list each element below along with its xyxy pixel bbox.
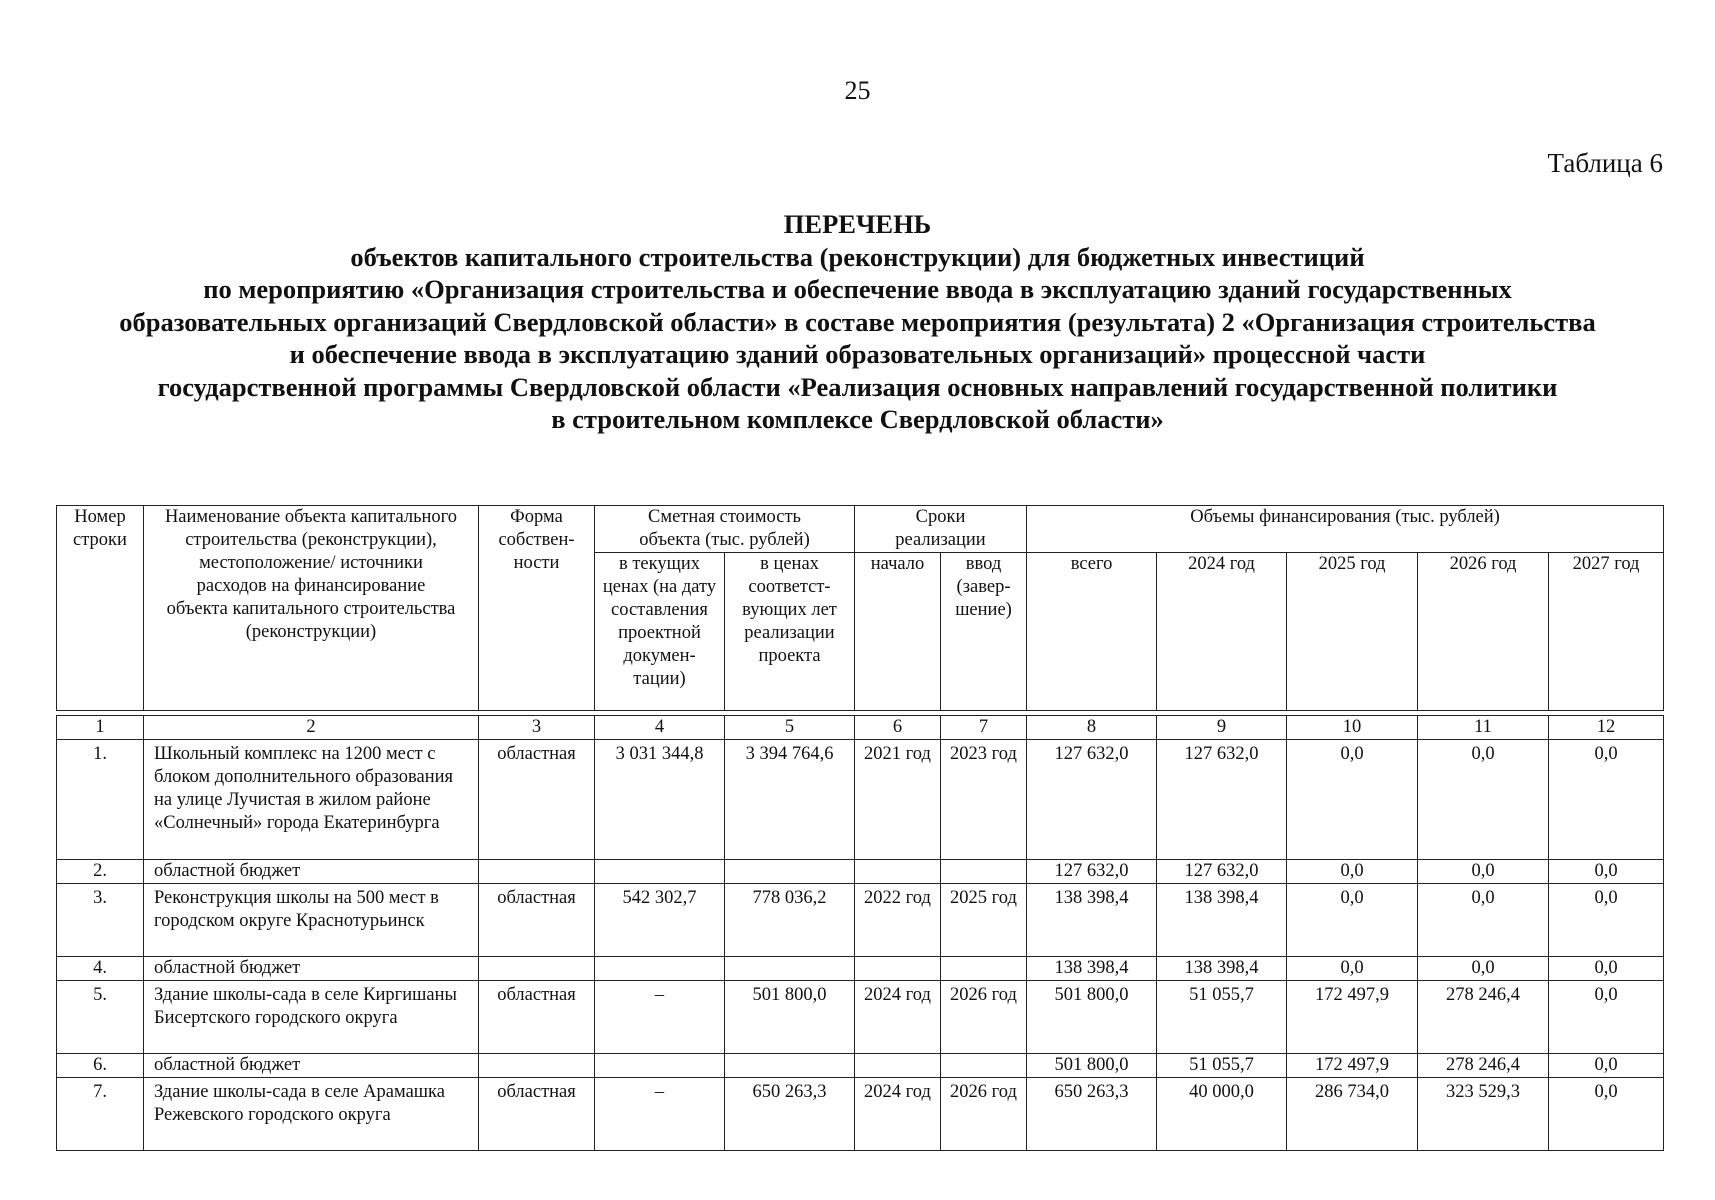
object-name: Реконструкция школы на 500 мест в городском округе Краснотурьинск — [144, 884, 479, 957]
header-cost-current: в текущих ценах (на дату составления проектной докумен-тации) — [595, 553, 725, 711]
end-year: 2023 год — [941, 740, 1027, 860]
header-2026: 2026 год — [1418, 553, 1549, 711]
end-year: 2026 год — [941, 1078, 1027, 1151]
end-year: 2026 год — [941, 981, 1027, 1054]
amount-2027: 0,0 — [1549, 884, 1664, 957]
cost-years — [725, 1054, 855, 1078]
cost-current: – — [595, 1078, 725, 1151]
header-estimated-cost: Сметная стоимость объекта (тыс. рублей) — [595, 506, 855, 553]
column-number: 6 — [855, 716, 941, 740]
title-line: государственной программы Свердловской области «Реализация основных направлений государственной политики — [157, 371, 1558, 402]
table-row — [57, 884, 1664, 957]
ownership: областная — [479, 1078, 595, 1151]
amount-2027: 0,0 — [1549, 1054, 1664, 1078]
column-number: 11 — [1418, 716, 1549, 740]
total: 138 398,4 — [1027, 957, 1157, 981]
object-name: Школьный комплекс на 1200 мест с блоком дополнительного образования на улице Лучистая в жилом районе «Солнечный» города Екатеринбурга — [144, 740, 479, 860]
amount-2027: 0,0 — [1549, 860, 1664, 884]
row-number: 3. — [57, 884, 144, 957]
header-object-name: Наименование объекта капитального строительства (реконструкции), местоположение/ источники расходов на финансирование объекта капитального строительства (реконструкции) — [144, 506, 479, 711]
ownership — [479, 957, 595, 981]
amount-2025: 172 497,9 — [1287, 981, 1418, 1054]
start-year: 2021 год — [855, 740, 941, 860]
table-row — [57, 981, 1664, 1054]
title-line: по мероприятию «Организация строительства и обеспечение ввода в эксплуатацию зданий государственных — [203, 274, 1512, 304]
table-header — [56, 505, 1664, 711]
amount-2026: 278 246,4 — [1418, 981, 1549, 1054]
amount-2024: 127 632,0 — [1157, 860, 1287, 884]
object-name: областной бюджет — [144, 957, 479, 981]
cost-current: 542 302,7 — [595, 884, 725, 957]
title-line: образовательных организаций Свердловской области» в составе мероприятия (результата) 2 «Организация строительства — [119, 306, 1596, 337]
column-number: 7 — [941, 716, 1027, 740]
amount-2026: 0,0 — [1418, 740, 1549, 860]
cost-current — [595, 860, 725, 884]
header-ownership: Форма собствен-ности — [479, 506, 595, 711]
column-number: 4 — [595, 716, 725, 740]
end-year — [941, 957, 1027, 981]
row-number: 6. — [57, 1054, 144, 1078]
total: 501 800,0 — [1027, 1054, 1157, 1078]
page-number: 25 — [844, 76, 871, 105]
amount-2026: 0,0 — [1418, 957, 1549, 981]
amount-2027: 0,0 — [1549, 1078, 1664, 1151]
amount-2027: 0,0 — [1549, 981, 1664, 1054]
column-number: 12 — [1549, 716, 1664, 740]
table-row — [57, 740, 1664, 860]
start-year: 2024 год — [855, 1078, 941, 1151]
start-year — [855, 957, 941, 981]
start-year: 2024 год — [855, 981, 941, 1054]
total: 650 263,3 — [1027, 1078, 1157, 1151]
row-number: 5. — [57, 981, 144, 1054]
column-number: 9 — [1157, 716, 1287, 740]
column-number: 2 — [144, 716, 479, 740]
object-name: Здание школы-сада в селе Арамашка Режевского городского округа — [144, 1078, 479, 1151]
object-name: областной бюджет — [144, 1054, 479, 1078]
header-financing: Объемы финансирования (тыс. рублей) — [1027, 506, 1664, 553]
total: 127 632,0 — [1027, 860, 1157, 884]
cost-years: 3 394 764,6 — [725, 740, 855, 860]
ownership: областная — [479, 740, 595, 860]
end-year: 2025 год — [941, 884, 1027, 957]
ownership — [479, 860, 595, 884]
ownership — [479, 1054, 595, 1078]
start-year — [855, 1054, 941, 1078]
table-row — [57, 1078, 1664, 1151]
object-name: областной бюджет — [144, 860, 479, 884]
row-number: 1. — [57, 740, 144, 860]
amount-2026: 0,0 — [1418, 860, 1549, 884]
ownership: областная — [479, 884, 595, 957]
total: 127 632,0 — [1027, 740, 1157, 860]
amount-2026: 0,0 — [1418, 884, 1549, 957]
amount-2024: 40 000,0 — [1157, 1078, 1287, 1151]
cost-current — [595, 1054, 725, 1078]
amount-2025: 0,0 — [1287, 860, 1418, 884]
row-number: 4. — [57, 957, 144, 981]
end-year — [941, 860, 1027, 884]
column-numbers-row — [57, 716, 1664, 740]
document-title — [40, 208, 1675, 436]
cost-years: 501 800,0 — [725, 981, 855, 1054]
cost-current: – — [595, 981, 725, 1054]
header-row-number: Номер строки — [57, 506, 144, 711]
cost-years: 778 036,2 — [725, 884, 855, 957]
cost-years — [725, 860, 855, 884]
amount-2024: 138 398,4 — [1157, 884, 1287, 957]
row-number: 7. — [57, 1078, 144, 1151]
cost-years — [725, 957, 855, 981]
column-number: 10 — [1287, 716, 1418, 740]
title-line: и обеспечение ввода в эксплуатацию зданий образовательных организаций» процессной части — [289, 339, 1426, 369]
total: 138 398,4 — [1027, 884, 1157, 957]
start-year — [855, 860, 941, 884]
amount-2024: 51 055,7 — [1157, 1054, 1287, 1078]
ownership: областная — [479, 981, 595, 1054]
amount-2025: 0,0 — [1287, 957, 1418, 981]
amount-2025: 286 734,0 — [1287, 1078, 1418, 1151]
row-number: 2. — [57, 860, 144, 884]
table-row — [57, 957, 1664, 981]
table-label: Таблица 6 — [1547, 148, 1663, 178]
amount-2025: 0,0 — [1287, 884, 1418, 957]
cost-current — [595, 957, 725, 981]
start-year: 2022 год — [855, 884, 941, 957]
title-line: объектов капитального строительства (реконструкции) для бюджетных инвестиций — [350, 241, 1365, 272]
amount-2024: 138 398,4 — [1157, 957, 1287, 981]
end-year — [941, 1054, 1027, 1078]
header-2024: 2024 год — [1157, 553, 1287, 711]
amount-2026: 323 529,3 — [1418, 1078, 1549, 1151]
amount-2025: 172 497,9 — [1287, 1054, 1418, 1078]
table-row — [57, 860, 1664, 884]
object-name: Здание школы-сада в селе Киргишаны Бисертского городского округа — [144, 981, 479, 1054]
header-total: всего — [1027, 553, 1157, 711]
title-line: ПЕРЕЧЕНЬ — [783, 209, 932, 239]
amount-2027: 0,0 — [1549, 740, 1664, 860]
column-number: 5 — [725, 716, 855, 740]
cost-years: 650 263,3 — [725, 1078, 855, 1151]
amount-2024: 127 632,0 — [1157, 740, 1287, 860]
amount-2024: 51 055,7 — [1157, 981, 1287, 1054]
total: 501 800,0 — [1027, 981, 1157, 1054]
title-line: в строительном комплексе Свердловской области» — [551, 404, 1164, 434]
header-2025: 2025 год — [1287, 553, 1418, 711]
header-completion: ввод (завер-шение) — [941, 553, 1027, 711]
table-body — [56, 715, 1664, 1151]
header-2027: 2027 год — [1549, 553, 1664, 711]
header-terms: Сроки реализации — [855, 506, 1027, 553]
amount-2026: 278 246,4 — [1418, 1054, 1549, 1078]
table-row — [57, 1054, 1664, 1078]
column-number: 1 — [57, 716, 144, 740]
header-cost-years: в ценах соответст-вующих лет реализации проекта — [725, 553, 855, 711]
amount-2025: 0,0 — [1287, 740, 1418, 860]
column-number: 3 — [479, 716, 595, 740]
header-start: начало — [855, 553, 941, 711]
column-number: 8 — [1027, 716, 1157, 740]
cost-current: 3 031 344,8 — [595, 740, 725, 860]
amount-2027: 0,0 — [1549, 957, 1664, 981]
